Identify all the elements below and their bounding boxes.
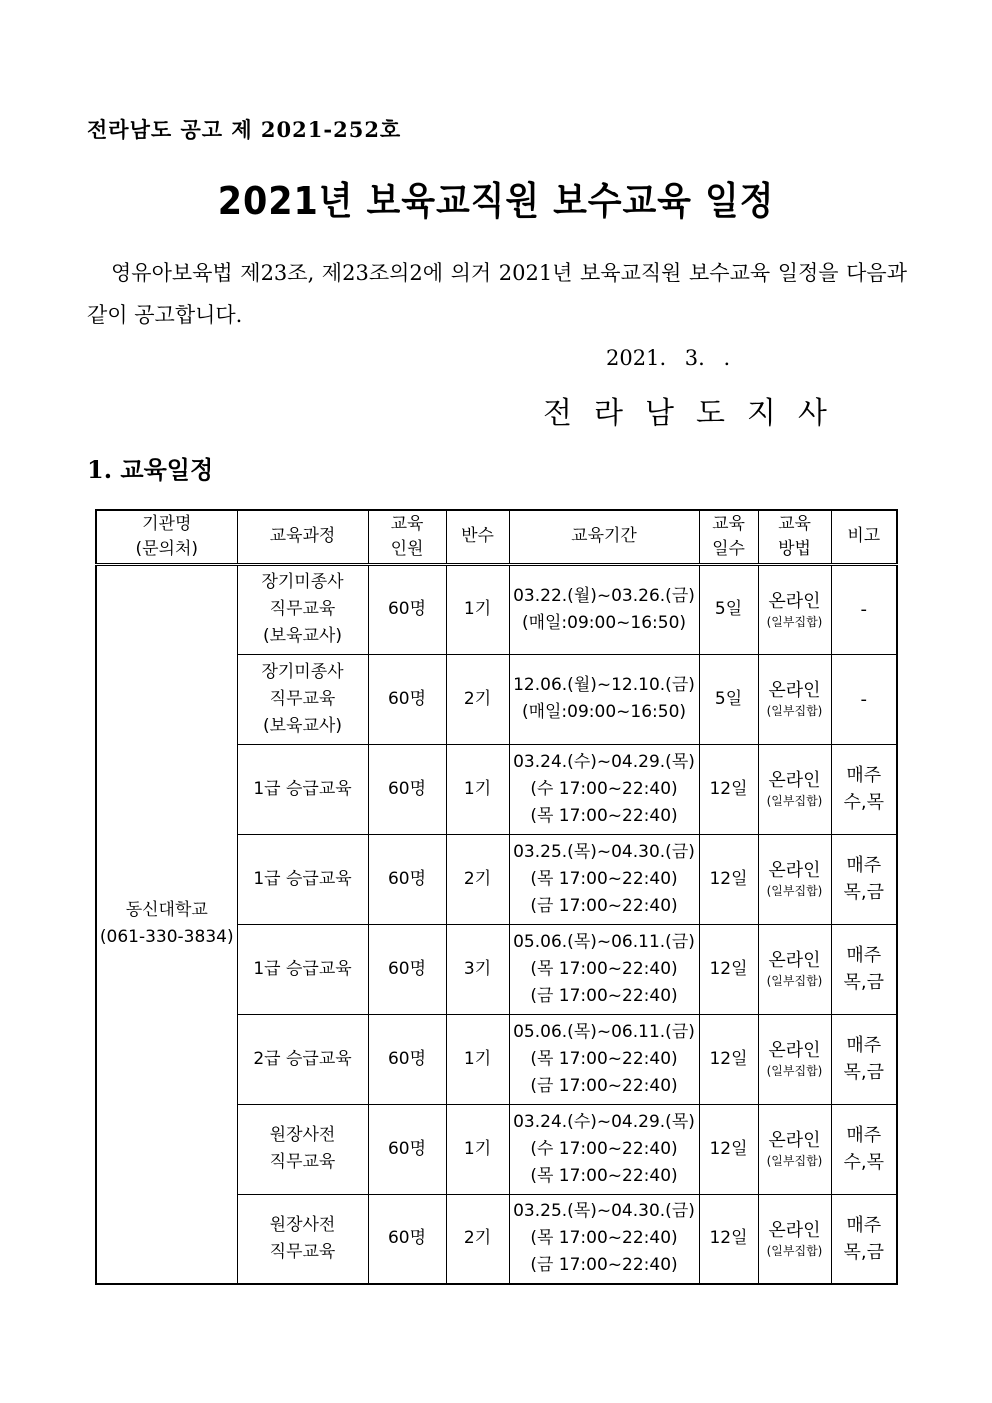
document-title: 2021년 보육교직원 보수교육 일정	[217, 179, 775, 223]
signer: 전라남도지사	[543, 396, 849, 431]
method-cell: 온라인 (일부집합)	[758, 1014, 831, 1104]
period-cell: 03.25.(목)~04.30.(금) (목 17:00~22:40) (금 17:00~22:40)	[509, 1194, 699, 1284]
days-cell: 5일	[699, 564, 758, 654]
course-cell: 1급 승급교육	[237, 834, 368, 924]
table-header-row	[96, 510, 897, 564]
class-no-cell: 2기	[446, 654, 509, 744]
header-class-no: 반수	[446, 510, 509, 564]
note-cell: -	[831, 564, 897, 654]
capacity-cell: 60명	[368, 1014, 446, 1104]
section-title: 1. 교육일정	[87, 455, 214, 484]
method-cell: 온라인 (일부집합)	[758, 744, 831, 834]
capacity-cell: 60명	[368, 654, 446, 744]
period-cell: 05.06.(목)~06.11.(금) (목 17:00~22:40) (금 17:00~22:40)	[509, 924, 699, 1014]
period-cell: 05.06.(목)~06.11.(금) (목 17:00~22:40) (금 17:00~22:40)	[509, 1014, 699, 1104]
days-cell: 12일	[699, 924, 758, 1014]
days-cell: 12일	[699, 1014, 758, 1104]
days-cell: 12일	[699, 834, 758, 924]
note-cell: 매주 수,목	[831, 1104, 897, 1194]
period-cell: 03.24.(수)~04.29.(목) (수 17:00~22:40) (목 17:00~22:40)	[509, 744, 699, 834]
header-course: 교육과정	[237, 510, 368, 564]
period-cell: 12.06.(월)~12.10.(금) (매일:09:00~16:50)	[509, 654, 699, 744]
notice-number: 전라남도 공고 제 2021-252호	[87, 117, 402, 142]
course-cell: 장기미종사 직무교육 (보육교사)	[237, 564, 368, 654]
method-cell: 온라인 (일부집합)	[758, 1194, 831, 1284]
course-cell: 원장사전 직무교육	[237, 1194, 368, 1284]
course-cell: 1급 승급교육	[237, 924, 368, 1014]
note-cell: 매주 목,금	[831, 1014, 897, 1104]
schedule-body	[96, 564, 897, 1284]
note-cell: 매주 목,금	[831, 924, 897, 1014]
method-cell: 온라인 (일부집합)	[758, 564, 831, 654]
class-no-cell: 2기	[446, 1194, 509, 1284]
class-no-cell: 2기	[446, 834, 509, 924]
days-cell: 12일	[699, 744, 758, 834]
schedule-table	[95, 509, 898, 1285]
header-capacity: 교육 인원	[368, 510, 446, 564]
header-period: 교육기간	[509, 510, 699, 564]
notice-date: 2021. 3. .	[606, 346, 731, 370]
period-cell: 03.22.(월)~03.26.(금) (매일:09:00~16:50)	[509, 564, 699, 654]
capacity-cell: 60명	[368, 1104, 446, 1194]
capacity-cell: 60명	[368, 1194, 446, 1284]
method-cell: 온라인 (일부집합)	[758, 924, 831, 1014]
class-no-cell: 1기	[446, 564, 509, 654]
days-cell: 12일	[699, 1194, 758, 1284]
note-cell: 매주 수,목	[831, 744, 897, 834]
note-cell: 매주 목,금	[831, 1194, 897, 1284]
header-note: 비고	[831, 510, 897, 564]
class-no-cell: 3기	[446, 924, 509, 1014]
note-cell: -	[831, 654, 897, 744]
class-no-cell: 1기	[446, 1104, 509, 1194]
method-cell: 온라인 (일부집합)	[758, 654, 831, 744]
course-cell: 원장사전 직무교육	[237, 1104, 368, 1194]
header-method: 교육 방법	[758, 510, 831, 564]
header-days: 교육 일수	[699, 510, 758, 564]
capacity-cell: 60명	[368, 564, 446, 654]
table-row	[96, 564, 897, 654]
method-cell: 온라인 (일부집합)	[758, 834, 831, 924]
body-paragraph	[87, 252, 907, 336]
days-cell: 12일	[699, 1104, 758, 1194]
course-cell: 1급 승급교육	[237, 744, 368, 834]
body-paragraph-text: 영유아보육법 제23조, 제23조의2에 의거 2021년 보육교직원 보수교육 일정을 다음과 같이 공고합니다.	[87, 261, 907, 327]
header-institution: 기관명 (문의처)	[96, 510, 237, 564]
capacity-cell: 60명	[368, 744, 446, 834]
class-no-cell: 1기	[446, 744, 509, 834]
capacity-cell: 60명	[368, 834, 446, 924]
period-cell: 03.25.(목)~04.30.(금) (목 17:00~22:40) (금 17:00~22:40)	[509, 834, 699, 924]
method-cell: 온라인 (일부집합)	[758, 1104, 831, 1194]
course-cell: 장기미종사 직무교육 (보육교사)	[237, 654, 368, 744]
class-no-cell: 1기	[446, 1014, 509, 1104]
days-cell: 5일	[699, 654, 758, 744]
institution-cell: 동신대학교 (061-330-3834)	[96, 564, 237, 1284]
course-cell: 2급 승급교육	[237, 1014, 368, 1104]
period-cell: 03.24.(수)~04.29.(목) (수 17:00~22:40) (목 17:00~22:40)	[509, 1104, 699, 1194]
capacity-cell: 60명	[368, 924, 446, 1014]
note-cell: 매주 목,금	[831, 834, 897, 924]
